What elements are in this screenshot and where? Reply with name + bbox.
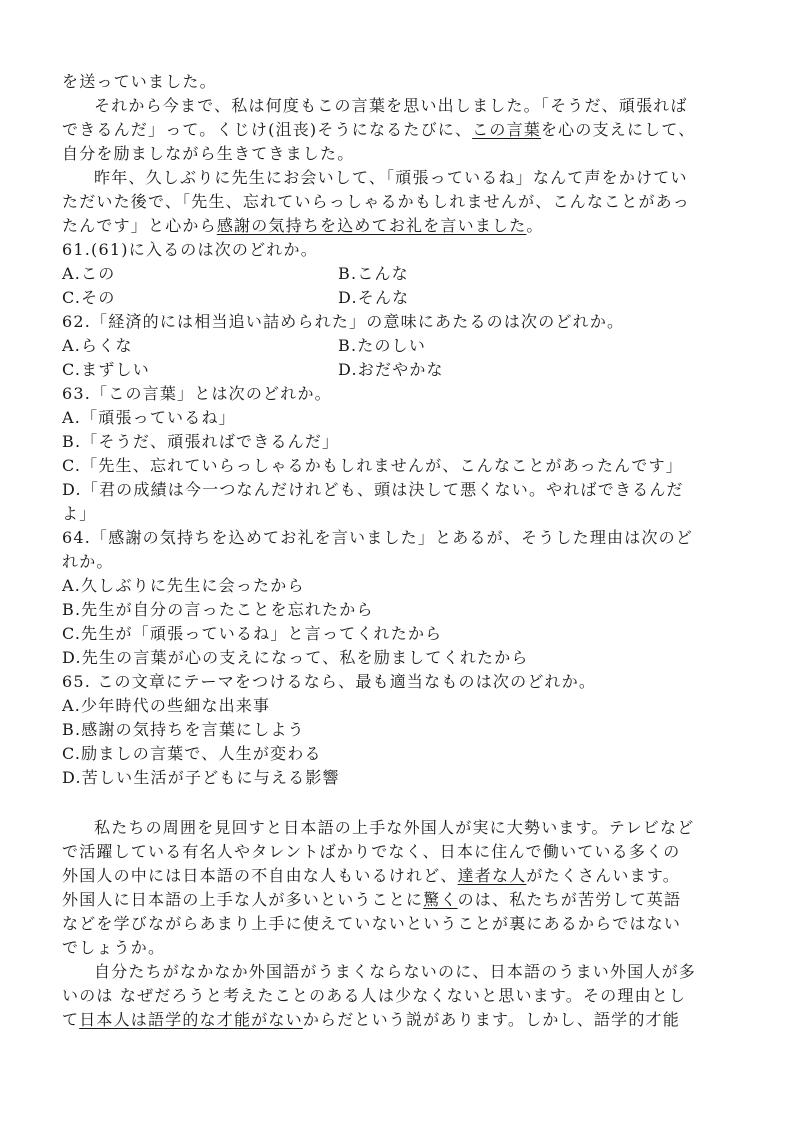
- option-d: D.苦しい生活が子どもに与える影響: [62, 768, 340, 787]
- option-c: C.「先生、忘れていらっしゃるかもしれませんが、こんなことがあったんです」: [62, 456, 683, 475]
- text-fragment: て: [62, 1010, 80, 1029]
- text-line: ただいた後で、「先生、忘れていらっしゃるかもしれませんが、こんなことがあっ: [62, 192, 690, 211]
- text-line: [62, 1008, 742, 1032]
- underlined-phrase: この言葉: [472, 120, 541, 139]
- text-fragment: 外国人に日本語の上手な人が多いということに: [62, 890, 424, 909]
- option-b: B.先生が自分の言ったことを忘れたから: [62, 600, 374, 619]
- text-fragment: 。: [526, 216, 544, 235]
- text-line: 私たちの周囲を見回すと日本語の上手な外国人が実に大勢います。テレビなど: [94, 818, 695, 837]
- text-line: [62, 864, 742, 888]
- passage-1: [62, 70, 742, 238]
- text-line: を送っていました。: [62, 72, 217, 91]
- text-line: [62, 888, 742, 912]
- option-b: B.こんな: [338, 264, 409, 283]
- question-61: [62, 238, 742, 310]
- question-64: [62, 526, 742, 670]
- question-stem: 65. この文章にテーマをつけるなら、最も適当なものは次のどれか。: [62, 672, 597, 691]
- option-b: B.感謝の気持ちを言葉にしよう: [62, 720, 305, 739]
- text-line: [62, 214, 742, 238]
- underlined-phrase: 達者な人: [457, 866, 527, 885]
- option-a: A.久しぶりに先生に会ったから: [62, 576, 305, 595]
- option-a: A.この: [62, 264, 116, 283]
- text-line: などを学びながらあまり上手に使えていないということが裏にあるからではない: [62, 914, 682, 933]
- option-a: A.らくな: [62, 336, 133, 355]
- underlined-phrase: 驚く: [423, 890, 458, 909]
- option-row: [62, 262, 742, 286]
- question-stem: 62.「経済的には相当追い詰められた」の意味にあたるのは次のどれか。: [62, 312, 625, 331]
- question-stem: 63.「この言葉」とは次のどれか。: [62, 384, 332, 403]
- option-row: [62, 334, 742, 358]
- passage-2: [62, 816, 742, 1032]
- underlined-phrase: 感謝の気持ちを込めてお礼を言いました: [216, 216, 527, 235]
- option-d-continued: よ」: [62, 504, 97, 523]
- text-line: でしょうか。: [62, 938, 166, 957]
- option-d: D.そんな: [338, 288, 410, 307]
- question-65: [62, 670, 742, 790]
- option-c: C.先生が「頑張っているね」と言ってくれたから: [62, 624, 443, 643]
- option-c: C.まずしい: [62, 360, 150, 379]
- option-c: C.励ましの言葉で、人生が変わる: [62, 744, 322, 763]
- option-b: B.「そうだ、頑張ればできるんだ」: [62, 432, 340, 451]
- text-line: それから今まで、私は何度もこの言葉を思い出しました。「そうだ、頑張れば: [94, 96, 688, 115]
- option-d: D.「君の成績は今一つなんだけれども、頭は決して悪くない。やればできるんだ: [62, 480, 684, 499]
- text-line: [62, 118, 742, 142]
- section-gap: [62, 790, 742, 816]
- option-b: B.たのしい: [338, 336, 427, 355]
- option-a: A.少年時代の些細な出来事: [62, 696, 271, 715]
- option-row: [62, 358, 742, 382]
- underlined-phrase: 日本人は語学的な才能がない: [79, 1010, 303, 1029]
- text-line: で活躍している有名人やタレントばかりでなく、日本に住んで働いている多くの: [62, 842, 681, 861]
- document-page: [62, 70, 742, 1032]
- text-fragment: 外国人の中には日本語の不自由な人もいるけれど、: [62, 866, 458, 885]
- text-line: 自分を励ましながら生きてきました。: [62, 144, 355, 163]
- text-fragment: を心の支えにして、: [540, 120, 696, 139]
- question-stem-continued: れか。: [62, 552, 114, 571]
- option-d: D.先生の言葉が心の支えになって、私を励ましてくれたから: [62, 648, 529, 667]
- text-fragment: たんです」と心から: [62, 216, 217, 235]
- text-fragment: がたくさんいます。: [526, 866, 680, 885]
- question-63: [62, 382, 742, 526]
- text-fragment: のは、私たちが苦労して英語: [457, 890, 682, 909]
- option-d: D.おだやかな: [338, 360, 444, 379]
- question-62: [62, 310, 742, 382]
- text-fragment: からだという説があります。しかし、語学的才能: [302, 1010, 680, 1029]
- option-row: [62, 286, 742, 310]
- question-stem: 61.(61)に入るのは次のどれか。: [62, 240, 318, 259]
- question-stem: 64.「感謝の気持ちを込めてお礼を言いました」とあるが、そうした理由は次のど: [62, 528, 694, 547]
- text-fragment: できるんだ」って。くじけ(沮丧)そうになるたびに、: [62, 120, 473, 139]
- option-a: A.「頑張っているね」: [62, 408, 236, 427]
- option-c: C.その: [62, 288, 116, 307]
- text-line: 昨年、久しぶりに先生にお会いして、「頑張っているね」なんて声をかけてい: [94, 168, 688, 187]
- text-line: いのは なぜだろうと考えたことのある人は少なくないと思います。その理由とし: [62, 986, 687, 1005]
- text-line: 自分たちがなかなか外国語がうまくならないのに、日本語のうまい外国人が多: [94, 962, 697, 981]
